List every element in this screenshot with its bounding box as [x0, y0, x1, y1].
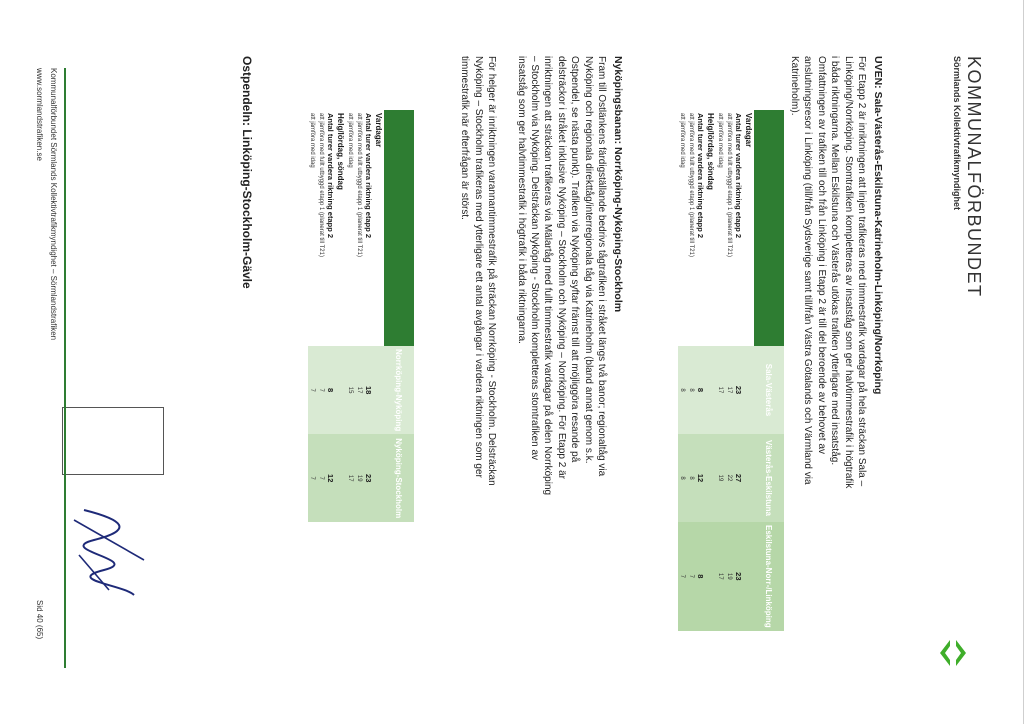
table-cell: 8: [678, 434, 687, 522]
table-row: [734, 110, 743, 631]
paragraph-line: insatståg som ger halvtimmestrafik i högtrafik i båda riktningarna.: [515, 56, 527, 344]
table-cell: 18: [364, 346, 373, 434]
table-cell: 17: [346, 434, 355, 522]
paragraph-line: Nyköping och regionala direkttåg/interregionala tåg via Katrineholm (bland annat genom s.k.: [582, 56, 594, 464]
table-cell: 7: [317, 346, 326, 434]
table-cell: 8: [687, 346, 696, 434]
table-cell: 7: [317, 434, 326, 522]
paragraph-line: anslutningsresor i Linköping (till/från Sydsverige samt till/från Västra Götalands och Värmland via: [802, 56, 814, 485]
section-uven-body: [788, 56, 868, 488]
table-row: [308, 110, 317, 522]
table-column-header: Västerås-Eskilstuna: [754, 434, 784, 522]
table-cell: 7: [678, 522, 687, 631]
table-row: [364, 110, 373, 522]
table-cell: [743, 522, 754, 631]
table-row: [725, 110, 734, 631]
paragraph-line: timmestrafik när efterfrågan är störst.: [459, 56, 471, 220]
table-cell: 12: [696, 434, 705, 522]
table-row-label: Helg/lördag, söndag: [335, 110, 346, 346]
paragraph-line: Nyköping – Stockholm trafikeras med ytterligare ett antal avgångar i vardera riktningen som ger: [472, 56, 484, 478]
table-cell: 23: [734, 522, 743, 631]
paragraph-line: inriktningen att sträckan trafikeras via Mälartåg med fullt timmestrafik vardagar på delen Norrköping: [542, 56, 554, 496]
table-cell: 23: [364, 434, 373, 522]
table-row: [373, 110, 384, 522]
section-nykoping-body: [514, 56, 608, 495]
table-header-corner: [754, 110, 784, 346]
paragraph-line: För Etapp 2 är inriktningen att linjen trafikeras med timmestrafik vardagar på hela sträckan Sala –: [856, 56, 867, 487]
page-number: Sid 40 (65): [35, 600, 44, 640]
paragraph-line: För helger är inriktningen varannantimmestrafik på sträckan Norrköping - Stockholm. Delsträckan: [486, 56, 497, 486]
footer-url: www.sormlandstrafiken.se: [35, 68, 44, 161]
table-cell: 8: [687, 434, 696, 522]
brand-title: KOMMUNALFÖRBUNDET: [964, 56, 984, 298]
table-cell: 8: [678, 346, 687, 434]
table-row: [346, 110, 355, 522]
table-row-label: Vardagar: [743, 110, 754, 346]
paragraph-line: i båda riktningarna. Mellan Eskilstuna och Västerås utökas trafiken ytterligare med insatståg.: [829, 56, 841, 466]
table-row-label: Vardagar: [373, 110, 384, 346]
table-column-header: Norrköping-Nyköping: [384, 346, 414, 434]
table-cell: 17: [355, 346, 364, 434]
nykoping-table: [308, 110, 414, 522]
table-row-label: Antal turer vardera riktning etapp 2: [364, 110, 373, 346]
table-row-label: Antal turer vardera riktning etapp 2: [734, 110, 743, 346]
section-ostpendeln-heading: Ostpendeln: Linköping-Stockholm-Gävle: [240, 56, 254, 289]
table-row-label: att jämföra med fullt utbyggd etapp 1 (planerat till T21): [725, 110, 734, 346]
table-cell: [705, 434, 716, 522]
table-cell: 19: [716, 434, 725, 522]
table-row-label: att jämföra med idag: [346, 110, 355, 346]
table-cell: 7: [308, 346, 317, 434]
table-row: [743, 110, 754, 631]
table-column-header: Sala-Västerås: [754, 346, 784, 434]
table-cell: 8: [696, 346, 705, 434]
table-row: [696, 110, 705, 631]
table-row: [317, 110, 326, 522]
table-header-corner: [384, 110, 414, 346]
table-row-label: att jämföra med fullt utbyggd etapp 1 (planerat till T21): [355, 110, 364, 346]
table-row: [326, 110, 335, 522]
table-cell: 17: [716, 346, 725, 434]
table-cell: 7: [687, 522, 696, 631]
table-row-label: att jämföra med idag: [308, 110, 317, 346]
table-row: [678, 110, 687, 631]
uven-table: [678, 110, 784, 631]
table-row-label: att jämföra med fullt utbyggd etapp 1 (planerat till T21): [687, 110, 696, 346]
table-cell: [743, 346, 754, 434]
paragraph-line: Katrineholm).: [788, 56, 800, 116]
table-cell: 12: [326, 434, 335, 522]
table-cell: [743, 434, 754, 522]
paragraph-line: Omfattningen av trafiken till och från Linköping i Etapp 2 är till del beroende av behovet av: [815, 56, 827, 455]
section-nykoping-weekend: [458, 56, 498, 486]
table-cell: 8: [696, 522, 705, 631]
table-cell: [705, 522, 716, 631]
table-cell: 8: [326, 346, 335, 434]
paragraph-line: Linköping/Norrköping. Stomtrafiken kompletteras av insatståg som ger halvtimmestrafik i högtrafik: [842, 56, 854, 489]
table-cell: 19: [355, 434, 364, 522]
table-row-label: Antal turer vardera riktning etapp 2: [696, 110, 705, 346]
table-column-header: Eskilstuna-Norr-/Linköping: [754, 522, 784, 631]
paragraph-line: – Stockholm via Nyköping. Delsträckan Nyköping - Stockholm kompletteras stomtrafiken av: [528, 56, 540, 461]
table-row-label: Antal turer vardera riktning etapp 2: [326, 110, 335, 346]
footer-org: Kommunalförbundet Sörmlands Kollektivtrafikmyndighet – Sörmlandstrafiken: [49, 68, 58, 341]
table-row-label: att jämföra med idag: [678, 110, 687, 346]
signature-box: [62, 407, 164, 475]
table-row-label: Helg/lördag, söndag: [705, 110, 716, 346]
table-row: [716, 110, 725, 631]
sormland-logo-icon: [936, 636, 970, 670]
table-cell: [373, 434, 384, 522]
table-cell: 23: [734, 346, 743, 434]
table-row: [705, 110, 716, 631]
table-cell: [335, 434, 346, 522]
table-row-label: att jämföra med fullt utbyggd etapp 1 (planerat till T21): [317, 110, 326, 346]
table-cell: [373, 346, 384, 434]
handwritten-signature: [64, 500, 164, 600]
table-row: [355, 110, 364, 522]
table-cell: [705, 346, 716, 434]
table-cell: 17: [716, 522, 725, 631]
footer-rule: [64, 68, 66, 668]
brand-subtitle: Sörmlands Kollektivtrafikmyndighet: [952, 56, 962, 211]
section-uven-heading: UVEN: Sala-Västerås-Eskilstuna-Katrineholm-Linköping/Norrköping: [872, 56, 884, 395]
section-nykoping-heading: Nyköpingsbanan: Norrköping-Nyköping-Stockholm: [612, 56, 624, 313]
table-cell: 17: [725, 346, 734, 434]
table-cell: [335, 346, 346, 434]
table-column-header: Nyköping-Stockholm: [384, 434, 414, 522]
table-cell: 27: [734, 434, 743, 522]
paragraph-line: Ostpendel, se nästa punkt). Trafiken via Nyköping syftar främst till att möjliggöra resande på: [569, 56, 581, 463]
table-cell: 15: [346, 346, 355, 434]
table-cell: 22: [725, 434, 734, 522]
table-cell: 7: [308, 434, 317, 522]
table-row-label: att jämföra med idag: [716, 110, 725, 346]
table-row: [687, 110, 696, 631]
paragraph-line: Fram till Ostlänkens färdigställande bedrivs tågtrafiken i stråket längs två banor; regionaltåg via: [596, 56, 607, 477]
paragraph-line: delsträckor i stråket inklusive Nyköping – Stockholm och Nyköping – Norrköping. För Etapp 2 är: [555, 56, 567, 479]
table-row: [335, 110, 346, 522]
table-cell: 19: [725, 522, 734, 631]
